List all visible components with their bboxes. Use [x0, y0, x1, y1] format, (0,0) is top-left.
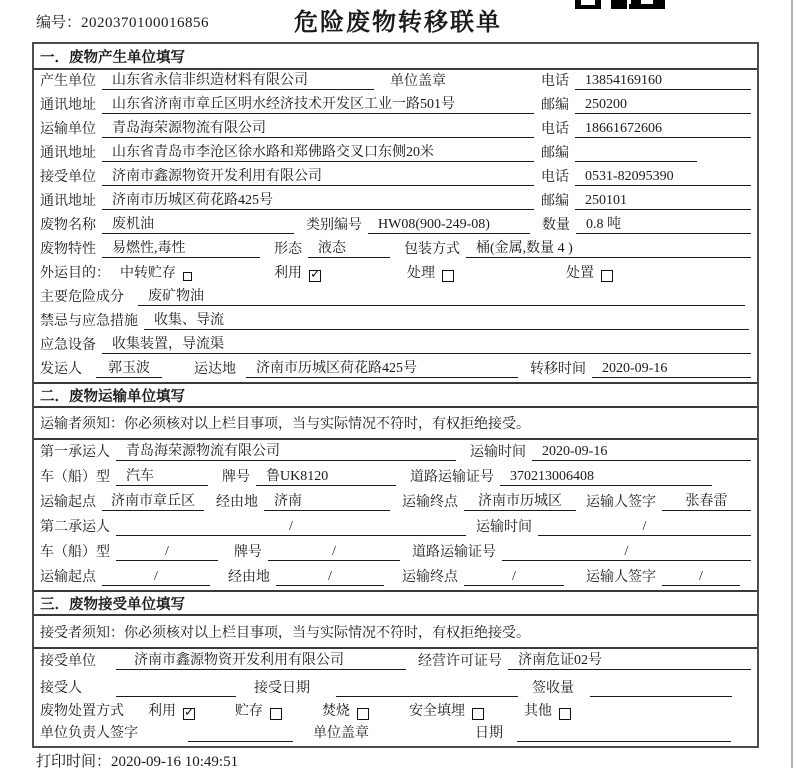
- purpose-option-dispose-label: 处置: [566, 266, 594, 281]
- acceptor-value: [116, 696, 236, 697]
- disposal-option-store-label: 贮存: [235, 704, 263, 719]
- disposal-option-burn-label: 焚烧: [322, 704, 350, 719]
- row-producer-address: [34, 94, 757, 118]
- transporter-label: 运输单位: [40, 122, 96, 137]
- zip-label: 邮编: [541, 194, 569, 209]
- disposal-label: 废物处置方式: [40, 704, 124, 719]
- hazard-value: 废矿物油: [138, 285, 745, 306]
- row-second-carrier: [34, 515, 757, 540]
- phone-label: 电话: [541, 122, 569, 137]
- carrier1-value: 青岛海荣源物流有限公司: [116, 440, 456, 461]
- vehicle-label: 车（船）型: [40, 470, 110, 485]
- zip-label: 邮编: [541, 98, 569, 113]
- row-shipper: [34, 358, 757, 382]
- row-taboo-measures: [34, 310, 757, 334]
- end1-value: 济南市历城区: [464, 490, 576, 511]
- accept-unit-value: 济南市鑫源物资开发利用有限公司: [116, 649, 406, 670]
- page-edge-divider: [791, 0, 793, 768]
- carrier2-label: 第二承运人: [40, 520, 110, 535]
- row-first-carrier: [34, 440, 757, 465]
- checkbox-disposal-burn: [357, 708, 369, 720]
- page-title: 危险废物转移联单: [294, 9, 502, 36]
- origin-label: 运输起点: [40, 570, 96, 585]
- form-label: 形态: [274, 242, 302, 257]
- origin2-value: /: [102, 569, 210, 586]
- checkbox-treat: [442, 270, 454, 282]
- purpose-label: 外运目的：: [40, 266, 110, 281]
- character-label: 废物特性: [40, 242, 96, 257]
- waste-name-value: 废机油: [102, 213, 294, 234]
- end-label: 运输终点: [402, 495, 458, 510]
- checkbox-disposal-use: [183, 708, 195, 720]
- transporter-phone: 18661672606: [575, 121, 751, 138]
- received-qty-value: [590, 696, 732, 697]
- disposal-option-other-label: 其他: [524, 704, 552, 719]
- acceptor-label: 接受人: [40, 681, 82, 696]
- trans-time2-value: /: [538, 519, 751, 536]
- end2-value: /: [464, 569, 564, 586]
- row-emergency-equipment: [34, 334, 757, 358]
- road-permit-label: 道路运输证号: [410, 470, 494, 485]
- category-value: HW08(900-249-08): [368, 217, 530, 234]
- shipper-label: 发运人: [40, 362, 82, 377]
- transfer-time-label: 转移时间: [530, 362, 586, 377]
- via-label: 经由地: [228, 570, 270, 585]
- row-acceptor: [34, 674, 757, 701]
- print-time-value: 2020-09-16 10:49:51: [111, 754, 239, 768]
- plate2-value: /: [268, 544, 400, 561]
- seal-label: 单位盖章: [390, 74, 446, 89]
- row-producer-unit: [34, 70, 757, 94]
- road-permit2-value: /: [502, 544, 751, 561]
- row-receiver-address: [34, 190, 757, 214]
- section3-header: 三．废物接受单位填写: [34, 590, 757, 616]
- vehicle-label: 车（船）型: [40, 545, 110, 560]
- disposal-option-landfill-label: 安全填埋: [409, 704, 465, 719]
- receiver-zip: 250101: [575, 193, 751, 210]
- quantity-label: 数量: [542, 218, 570, 233]
- packing-value: 桶(金属,数量 4 ): [466, 237, 751, 258]
- accept-unit-label: 接受单位: [40, 654, 96, 669]
- waste-name-label: 废物名称: [40, 218, 96, 233]
- accept-date-value: [336, 696, 518, 697]
- phone-label: 电话: [541, 170, 569, 185]
- manager-sign-label: 单位负责人签字: [40, 726, 138, 741]
- received-qty-label: 签收量: [532, 681, 574, 696]
- permit-value: 济南危证02号: [508, 649, 751, 670]
- packing-label: 包装方式: [404, 242, 460, 257]
- vehicle1-value: 汽车: [116, 465, 208, 486]
- row-route-1: [34, 490, 757, 515]
- transporter-notice: 运输者须知：你必须核对以上栏目事项，当与实际情况不符时，有权拒绝接受。: [34, 408, 757, 440]
- row-route-2: [34, 565, 757, 590]
- equipment-value: 收集装置，导流渠: [102, 333, 751, 354]
- checkbox-disposal-store: [270, 708, 282, 720]
- sign-label: 运输人签字: [586, 495, 656, 510]
- transporter-zip: [575, 161, 697, 162]
- receiver-address: 济南市历城区荷花路425号: [102, 189, 534, 210]
- print-time-line: [36, 750, 238, 768]
- serial-label: 编号：: [36, 15, 82, 31]
- category-label: 类别编号: [306, 218, 362, 233]
- receiver-phone: 0531-82095390: [575, 169, 751, 186]
- phone-label: 电话: [541, 74, 569, 89]
- row-transfer-purpose: [34, 262, 757, 286]
- trans-time-label: 运输时间: [476, 520, 532, 535]
- sign2-value: /: [662, 569, 740, 586]
- disposal-option-use-label: 利用: [148, 704, 176, 719]
- quantity-value: 0.8 吨: [576, 213, 751, 234]
- row-accept-unit: [34, 649, 757, 674]
- receiver-label: 接受单位: [40, 170, 96, 185]
- end-label: 运输终点: [402, 570, 458, 585]
- row-hazard-component: [34, 286, 757, 310]
- purpose-option-treat-label: 处理: [407, 266, 435, 281]
- section1-header: 一．废物产生单位填写: [34, 44, 757, 70]
- address-label: 通讯地址: [40, 194, 96, 209]
- transporter-value: 青岛海荣源物流有限公司: [102, 117, 534, 138]
- transporter-address: 山东省青岛市李沧区徐水路和郑佛路交叉口东侧20米: [102, 141, 534, 162]
- producer-zip: 250200: [575, 97, 751, 114]
- plate-label: 牌号: [222, 470, 250, 485]
- shipper-value: 郭玉波: [96, 357, 162, 378]
- permit-label: 经营许可证号: [418, 654, 502, 669]
- unit-seal-label: 单位盖章: [313, 726, 369, 741]
- row-waste-character: [34, 238, 757, 262]
- carrier2-value: /: [116, 519, 466, 536]
- transfer-time-value: 2020-09-16: [592, 361, 751, 378]
- row-manager-signature: [34, 724, 757, 746]
- date-label: 日期: [475, 726, 503, 741]
- receiver-value: 济南市鑫源物资开发利用有限公司: [102, 165, 534, 186]
- sign-label: 运输人签字: [586, 570, 656, 585]
- print-time-label: 打印时间：: [36, 754, 112, 768]
- producer-label: 产生单位: [40, 74, 96, 89]
- producer-address: 山东省济南市章丘区明水经济技术开发区工业一路501号: [102, 93, 534, 114]
- row-disposal-method: [34, 701, 757, 724]
- row-transporter-unit: [34, 118, 757, 142]
- row-transporter-address: [34, 142, 757, 166]
- row-waste-name: [34, 214, 757, 238]
- address-label: 通讯地址: [40, 146, 96, 161]
- road-permit1-value: 370213006408: [500, 469, 712, 486]
- checkbox-disposal-landfill: [472, 708, 484, 720]
- plate1-value: 鲁UK8120: [256, 465, 396, 486]
- row-receiver-unit: [34, 166, 757, 190]
- transfer-form-table: [32, 42, 759, 748]
- destination-value: 济南市历城区荷花路425号: [246, 357, 518, 378]
- hazard-label: 主要危险成分: [40, 290, 124, 305]
- taboo-label: 禁忌与应急措施: [40, 314, 138, 329]
- qr-code-fragment: [575, 0, 665, 9]
- manager-sign-value: [188, 741, 293, 742]
- origin1-value: 济南市章丘区: [102, 490, 204, 511]
- checkbox-storage: [183, 272, 192, 281]
- date-value: [517, 741, 731, 742]
- origin-label: 运输起点: [40, 495, 96, 510]
- serial-number: 2020370100016856: [81, 15, 210, 31]
- row-vehicle-2: [34, 540, 757, 565]
- taboo-value: 收集、导流: [144, 309, 749, 330]
- via2-value: /: [276, 569, 384, 586]
- character-value: 易燃性,毒性: [102, 237, 260, 258]
- checkbox-use: [309, 270, 321, 282]
- checkbox-dispose: [601, 270, 613, 282]
- vehicle2-value: /: [116, 544, 218, 561]
- receiver-notice: 接受者须知：你必须核对以上栏目事项，当与实际情况不符时，有权拒绝接受。: [34, 616, 757, 649]
- via1-value: 济南: [264, 490, 390, 511]
- producer-phone: 13854169160: [575, 73, 751, 90]
- accept-date-label: 接受日期: [254, 681, 310, 696]
- purpose-option-storage-label: 中转贮存: [120, 266, 176, 281]
- zip-label: 邮编: [541, 146, 569, 161]
- section2-header: 二．废物运输单位填写: [34, 382, 757, 408]
- row-vehicle-1: [34, 465, 757, 490]
- trans-time1-value: 2020-09-16: [532, 444, 751, 461]
- plate-label: 牌号: [234, 545, 262, 560]
- address-label: 通讯地址: [40, 98, 96, 113]
- producer-value: 山东省永信非织造材料有限公司: [102, 69, 374, 90]
- sign1-value: 张春雷: [662, 490, 751, 511]
- carrier1-label: 第一承运人: [40, 445, 110, 460]
- destination-label: 运达地: [194, 362, 236, 377]
- checkbox-disposal-other: [559, 708, 571, 720]
- road-permit-label: 道路运输证号: [412, 545, 496, 560]
- form-value: 液态: [308, 237, 390, 258]
- purpose-option-use-label: 利用: [274, 266, 302, 281]
- equipment-label: 应急设备: [40, 338, 96, 353]
- trans-time-label: 运输时间: [470, 445, 526, 460]
- via-label: 经由地: [216, 495, 258, 510]
